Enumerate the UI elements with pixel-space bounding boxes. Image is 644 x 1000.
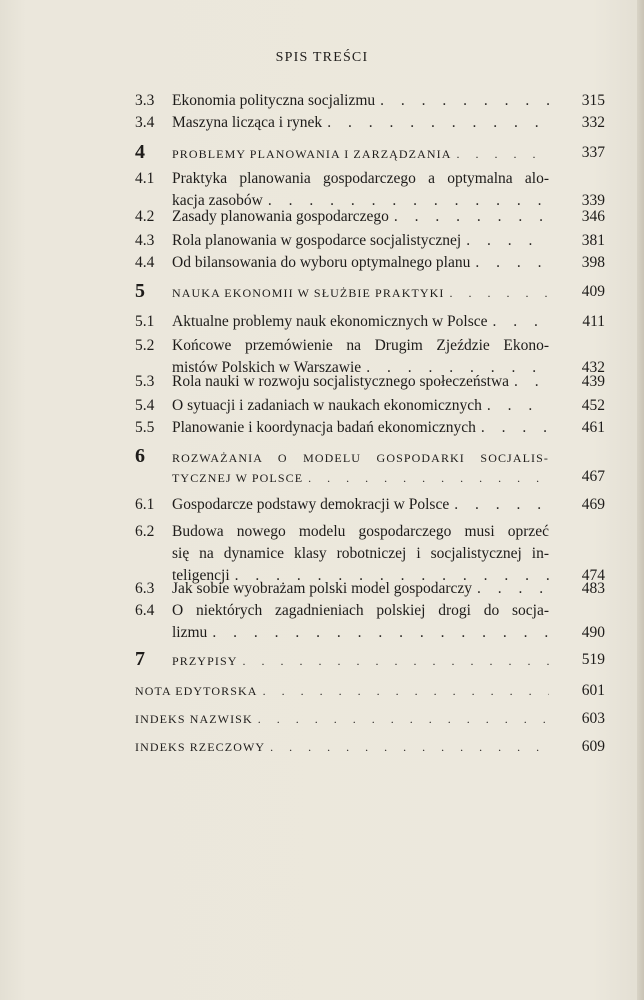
dot-leader bbox=[487, 395, 549, 417]
dot-leader bbox=[394, 206, 549, 228]
toc-number: 6 bbox=[135, 445, 147, 467]
toc-number: 6.4 bbox=[135, 602, 155, 619]
toc-number: 6.2 bbox=[135, 523, 155, 540]
toc-number: 6.1 bbox=[135, 496, 155, 513]
toc-title-line: O sytuacji i zadaniach w naukach ekonomicznych bbox=[172, 397, 482, 414]
toc-entry bbox=[135, 311, 605, 333]
toc-entry bbox=[135, 417, 605, 439]
toc-entry bbox=[135, 230, 605, 252]
toc-page-number: 439 bbox=[581, 373, 605, 390]
toc-entry bbox=[135, 600, 605, 644]
toc-number: 4.1 bbox=[135, 170, 155, 187]
dot-leader bbox=[327, 112, 549, 134]
toc-number: 4.2 bbox=[135, 208, 155, 225]
dot-leader bbox=[481, 417, 549, 439]
toc-title-line: Od bilansowania do wyboru optymalnego planu bbox=[172, 254, 471, 271]
dot-leader bbox=[475, 252, 549, 274]
toc-entry bbox=[135, 494, 605, 516]
dot-leader bbox=[258, 708, 549, 730]
toc-title-line: lizmu bbox=[172, 624, 208, 641]
toc-number: 7 bbox=[135, 648, 147, 670]
toc-number: 5.4 bbox=[135, 397, 155, 414]
toc-page-number: 519 bbox=[581, 651, 605, 668]
toc-chapter bbox=[135, 280, 605, 303]
toc-title-line: się na dynamice klasy robotniczej i socjalistycznej in- bbox=[172, 545, 549, 562]
toc-title-line: kacja zasobów bbox=[172, 192, 263, 209]
toc-entry bbox=[135, 578, 605, 600]
dot-leader bbox=[466, 230, 549, 252]
toc-page-number: 483 bbox=[581, 580, 605, 597]
toc-number: 6.3 bbox=[135, 580, 155, 597]
toc-title-line: INDEKS RZECZOWY bbox=[135, 740, 266, 754]
toc-page-number: 381 bbox=[581, 232, 605, 249]
toc-title-line: NAUKA EKONOMII W SŁUŻBIE PRAKTYKI bbox=[172, 286, 445, 300]
toc-title-line: Gospodarcze podstawy demokracji w Polsce bbox=[172, 496, 450, 513]
toc-number: 5.3 bbox=[135, 373, 155, 390]
toc-backmatter bbox=[135, 736, 605, 758]
toc-entry bbox=[135, 395, 605, 417]
toc-title-line: INDEKS NAZWISK bbox=[135, 712, 253, 726]
toc-number: 5 bbox=[135, 280, 147, 302]
toc-title-line: Budowa nowego modelu gospodarczego musi oprzeć bbox=[172, 523, 549, 540]
toc-page-number: 346 bbox=[581, 208, 605, 225]
dot-leader bbox=[263, 680, 549, 702]
toc-number: 5.2 bbox=[135, 337, 155, 354]
toc-page-number: 467 bbox=[581, 468, 605, 485]
toc-title-line: Rola nauki w rozwoju socjalistycznego społeczeństwa bbox=[172, 373, 510, 390]
toc-page-number: 337 bbox=[581, 144, 605, 161]
toc-entry bbox=[135, 90, 605, 112]
dot-leader bbox=[493, 311, 549, 333]
toc-page-number: 452 bbox=[581, 397, 605, 414]
toc-title-line: Zasady planowania gospodarczego bbox=[172, 208, 389, 225]
toc-page-number: 409 bbox=[581, 283, 605, 300]
dot-leader bbox=[450, 283, 549, 303]
toc-page-number: 398 bbox=[581, 254, 605, 271]
toc-title-line: Aktualne problemy nauk ekonomicznych w Polsce bbox=[172, 313, 488, 330]
toc-page-number: 461 bbox=[581, 419, 605, 436]
toc-chapter bbox=[135, 141, 605, 164]
toc-page-number: 474 bbox=[581, 567, 605, 584]
toc-title-line: teligencji bbox=[172, 567, 230, 584]
dot-leader bbox=[380, 90, 549, 112]
toc-number: 3.4 bbox=[135, 114, 155, 131]
toc-title-line: PROBLEMY PLANOWANIA I ZARZĄDZANIA bbox=[172, 147, 452, 161]
toc-title-line: Ekonomia polityczna socjalizmu bbox=[172, 92, 376, 109]
toc-backmatter bbox=[135, 680, 605, 702]
page-edge bbox=[637, 0, 644, 1000]
running-head: SPIS TREŚCI bbox=[275, 50, 369, 65]
toc-page-number: 339 bbox=[581, 192, 605, 209]
dot-leader bbox=[308, 468, 549, 488]
toc-title-line: Praktyka planowania gospodarczego a optymalna alo- bbox=[172, 170, 549, 187]
dot-leader bbox=[514, 371, 549, 393]
toc-entry bbox=[135, 112, 605, 134]
toc-chapter bbox=[135, 648, 605, 671]
toc-chapter bbox=[135, 445, 605, 488]
toc-page-number: 601 bbox=[581, 682, 605, 699]
toc-title-line: Maszyna licząca i rynek bbox=[172, 114, 323, 131]
dot-leader bbox=[477, 578, 549, 600]
toc-page-number: 411 bbox=[582, 313, 605, 330]
toc-entry bbox=[135, 206, 605, 228]
toc-title-line: Końcowe przemówienie na Drugim Zjeździe Ekono- bbox=[172, 337, 549, 354]
toc-number: 5.1 bbox=[135, 313, 155, 330]
toc-number: 4 bbox=[135, 141, 147, 163]
toc-entry bbox=[135, 371, 605, 393]
toc-number: 5.5 bbox=[135, 419, 155, 436]
toc-page-number: 432 bbox=[581, 359, 605, 376]
toc-entry bbox=[135, 252, 605, 274]
toc-title-line: O niektórych zagadnieniach polskiej drogi do socja- bbox=[172, 602, 549, 619]
toc-number: 4.3 bbox=[135, 232, 155, 249]
toc-title-line: PRZYPISY bbox=[172, 654, 238, 668]
toc-title-line: Rola planowania w gospodarce socjalistycznej bbox=[172, 232, 462, 249]
toc-number: 4.4 bbox=[135, 254, 155, 271]
dot-leader bbox=[212, 622, 549, 644]
toc-page-number: 603 bbox=[581, 710, 605, 727]
toc-page-number: 315 bbox=[581, 92, 605, 109]
toc-page-number: 609 bbox=[581, 738, 605, 755]
toc-page-number: 490 bbox=[581, 624, 605, 641]
toc-title-line: NOTA EDYTORSKA bbox=[135, 684, 258, 698]
dot-leader bbox=[270, 736, 549, 758]
toc-number: 3.3 bbox=[135, 92, 155, 109]
toc-page-number: 332 bbox=[581, 114, 605, 131]
dot-leader bbox=[457, 144, 549, 164]
toc-title-line: mistów Polskich w Warszawie bbox=[172, 359, 362, 376]
dot-leader bbox=[242, 651, 549, 671]
toc-backmatter bbox=[135, 708, 605, 730]
toc-title-line: ROZWAŻANIA O MODELU GOSPODARKI SOCJALIS- bbox=[172, 451, 549, 465]
toc-title-line: Jak sobie wyobrażam polski model gospodarczy bbox=[172, 580, 473, 597]
dot-leader bbox=[454, 494, 549, 516]
toc-title-line: Planowanie i koordynacja badań ekonomicznych bbox=[172, 419, 476, 436]
toc-page-number: 469 bbox=[581, 496, 605, 513]
toc-title-line: TYCZNEJ W POLSCE bbox=[172, 471, 304, 485]
